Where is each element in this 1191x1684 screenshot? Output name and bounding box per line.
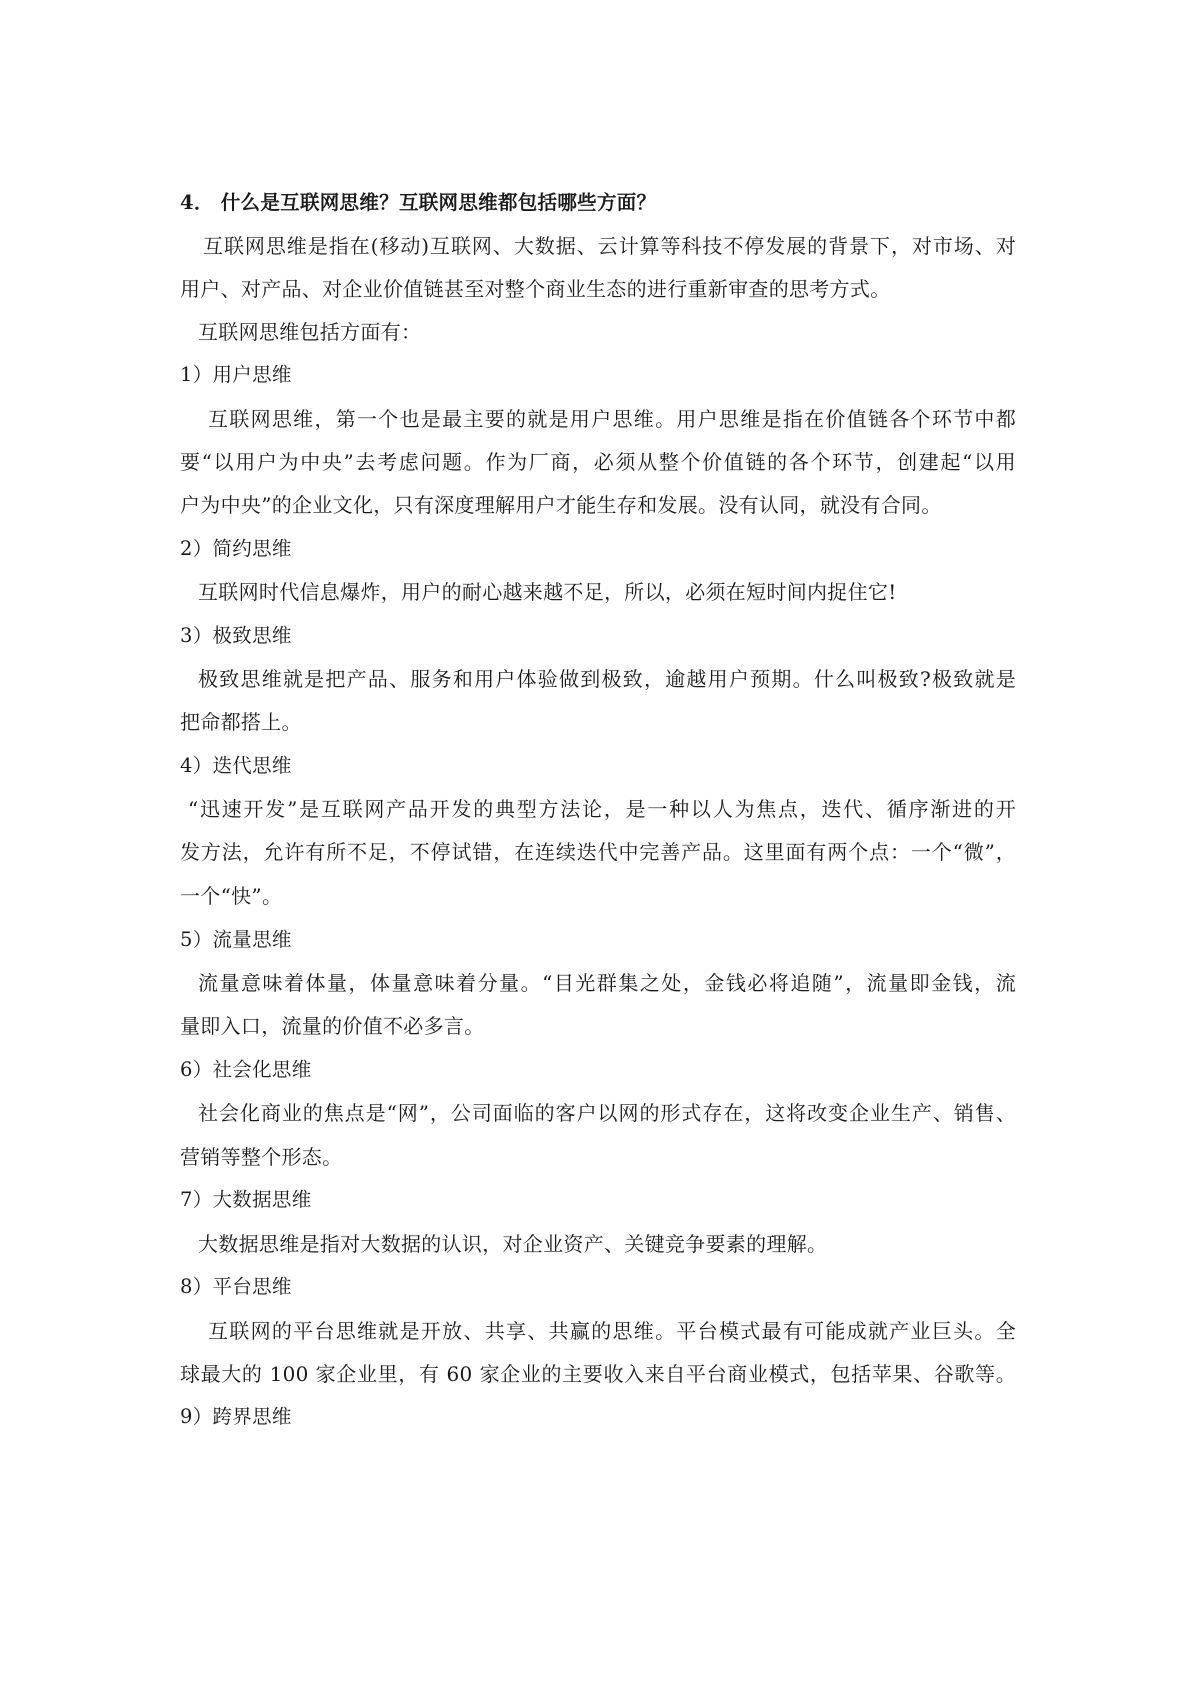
intro-line-2: 用户、对产品、对企业价值链甚至对整个商业生态的进行重新审查的思考方式。 — [180, 277, 891, 301]
intro-line-1: 互联网思维是指在(移动)互联网、大数据、云计算等科技不停发展的背景下，对市场、对 — [203, 234, 1016, 258]
section-line: 球最大的 100 家企业里，有 60 家企业的主要收入来自平台商业模式，包括苹果、谷歌等。 — [180, 1362, 1016, 1386]
section-line: 互联网的平台思维就是开放、共享、共赢的思维。平台模式最有可能成就产业巨头。全 — [208, 1319, 1016, 1343]
section-line: 流量意味着体量，体量意味着分量。“目光群集之处，金钱必将追随”，流量即金钱，流 — [198, 971, 1016, 995]
section-line: 量即入口，流量的价值不必多言。 — [180, 1014, 485, 1038]
document-title: 4． 什么是互联网思维？互联网思维都包括哪些方面？ — [180, 191, 657, 214]
section-heading-simplicity: 2）简约思维 — [180, 537, 292, 560]
section-heading-crossover: 9）跨界思维 — [180, 1405, 292, 1428]
section-line: 要“以用户为中央”去考虑问题。作为厂商，必须从整个价值链的各个环节，创建起“以用 — [180, 450, 1016, 474]
section-line: 互联网思维，第一个也是最主要的就是用户思维。用户思维是指在价值链各个环节中都 — [208, 407, 1016, 431]
section-heading-user: 1）用户思维 — [180, 363, 292, 386]
section-heading-traffic: 5）流量思维 — [180, 928, 292, 951]
section-line: 一个“快”。 — [180, 884, 283, 908]
section-heading-bigdata: 7）大数据思维 — [180, 1188, 312, 1211]
section-heading-iteration: 4）迭代思维 — [180, 754, 292, 777]
section-line: 户为中央”的企业文化，只有深度理解用户才能生存和发展。没有认同，就没有合同。 — [180, 493, 942, 517]
section-heading-social: 6）社会化思维 — [180, 1058, 312, 1081]
section-line: 社会化商业的焦点是“网”，公司面临的客户以网的形式存在，这将改变企业生产、销售、 — [198, 1101, 1016, 1125]
section-heading-platform: 8）平台思维 — [180, 1275, 292, 1298]
section-line: 营销等整个形态。 — [180, 1145, 343, 1169]
section-heading-extreme: 3）极致思维 — [180, 624, 292, 647]
section-line: 发方法，允许有所不足，不停试错，在连续迭代中完善产品。这里面有两个点：一个“微”， — [180, 840, 1016, 864]
section-line: “迅速开发”是互联网产品开发的典型方法论，是一种以人为焦点，迭代、循序渐进的开 — [188, 797, 1016, 821]
aspects-intro: 互联网思维包括方面有： — [198, 320, 422, 344]
section-line: 大数据思维是指对大数据的认识，对企业资产、关键竞争要素的理解。 — [198, 1232, 828, 1256]
section-line: 极致思维就是把产品、服务和用户体验做到极致，逾越用户预期。什么叫极致?极致就是 — [198, 667, 1016, 691]
section-line: 互联网时代信息爆炸，用户的耐心越来越不足，所以，必须在短时间内捉住它! — [198, 580, 897, 604]
section-line: 把命都搭上。 — [180, 710, 302, 734]
